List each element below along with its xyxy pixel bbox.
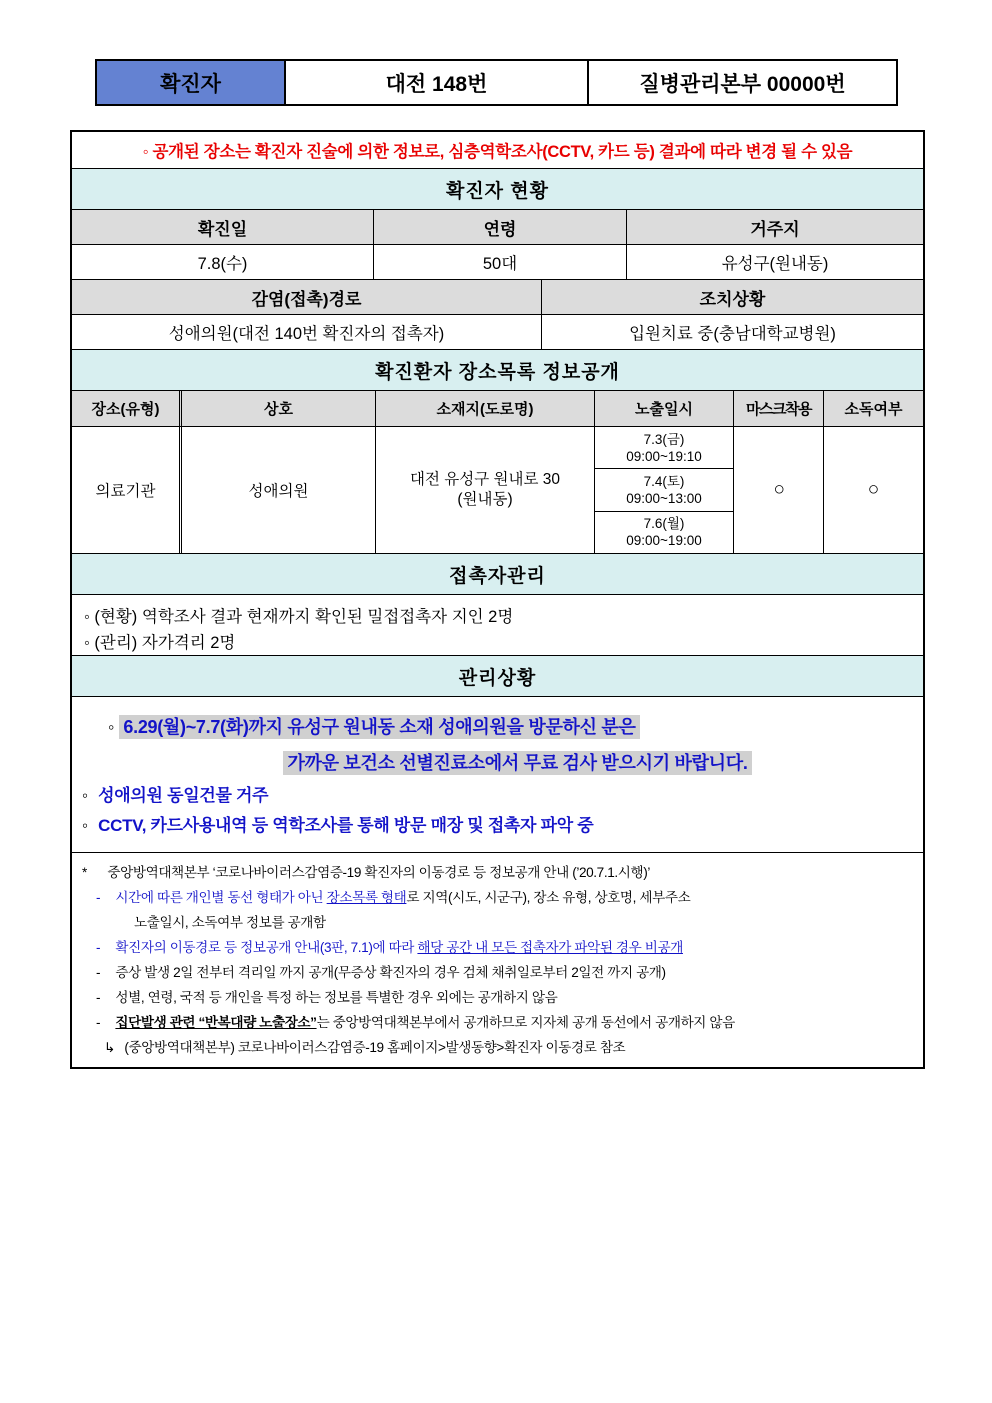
place-name: 성애의원: [182, 427, 376, 553]
footnote-line-3: [82, 935, 913, 960]
contacts-content: [72, 595, 923, 656]
footnote-text-bold-underline: 집단발생 관련 “반복대량 노출장소”: [115, 1015, 317, 1030]
bullet-icon: ◦: [82, 786, 88, 805]
management-bullet-line1: [72, 781, 923, 811]
places-section-title: 확진환자 장소목록 정보공개: [72, 350, 923, 391]
footnote-section: [72, 853, 923, 1067]
dash-icon: -: [96, 965, 101, 980]
footnote-text: 는 중앙방역대책본부에서 공개하므로 지자체 공개 동선에서 공개하지 않음: [316, 1015, 735, 1030]
exposure-time: 09:00~19:00: [626, 533, 702, 549]
dash-icon: -: [96, 890, 101, 905]
bullet-icon: ◦: [82, 816, 88, 835]
exposure-time: 09:00~13:00: [626, 490, 702, 506]
management-content: [72, 697, 923, 853]
footnote-line-2-cont: [82, 910, 913, 935]
route-value-row: [72, 315, 923, 350]
footnote-text-blue: 시간에 따른 개인별 동선 형태가 아닌: [115, 890, 327, 905]
col-disinfected: 소독여부: [844, 401, 903, 418]
status-section-title: 확진자 현황: [72, 169, 923, 210]
place-type: 의료기관: [72, 427, 182, 553]
test-advisory-line2: [72, 745, 923, 781]
val-action-status: 입원치료 중(충남대학교병원): [629, 325, 836, 343]
exposure-item: [595, 512, 733, 553]
disclosure-table: [70, 130, 925, 1069]
dash-icon: -: [96, 990, 101, 1005]
agency-number-cell: 질병관리본부 00000번: [639, 72, 846, 96]
dash-icon: -: [96, 1015, 101, 1030]
footnote-text: 노출일시, 소독여부 정보를 공개함: [134, 915, 326, 930]
exposure-date: 7.4(토): [643, 473, 685, 489]
contacts-management-line: ◦ (관리) 자가격리 2명: [84, 634, 236, 652]
case-type-cell: 확진자: [97, 61, 286, 104]
footnote-line-6: [82, 1010, 913, 1035]
val-confirm-date: 7.8(수): [72, 245, 374, 279]
return-arrow-icon: ↳: [104, 1040, 115, 1055]
footnote-text-blue: 확진자의 이동경로 등 정보공개 안내(3판, 7.1)에 따라: [115, 940, 418, 955]
footnote-line-5: [82, 985, 913, 1010]
management-bullet-text: 성애의원 동일건물 거주: [98, 786, 269, 805]
val-age: 50대: [374, 245, 627, 279]
disinfected-mark: ○: [867, 479, 880, 500]
footnote-text: 성별, 연령, 국적 등 개인을 특정 하는 정보를 특별한 경우 외에는 공개하지 않음: [115, 990, 558, 1005]
exposure-date: 7.6(월): [643, 516, 685, 532]
col-address: 소재지(도로명): [376, 391, 595, 426]
col-place-type: 장소(유형): [72, 391, 182, 426]
col-mask-worn: 마스크착용: [734, 391, 824, 426]
places-header-row: [72, 391, 923, 427]
place-address: [376, 427, 595, 553]
exposure-date: 7.3(금): [643, 431, 685, 447]
footnote-text: 로 지역(시도, 시군구), 장소 유형, 상호명, 세부주소: [406, 890, 691, 905]
exposure-time: 09:00~19:10: [626, 448, 702, 464]
case-number-cell: 대전 148번: [286, 61, 589, 104]
place-address-line1: 대전 유성구 원내로 30: [410, 471, 560, 488]
route-header-row: [72, 280, 923, 315]
place-address-line2: (원내동): [457, 491, 513, 508]
col-age: 연령: [374, 210, 627, 244]
col-infection-route: 감염(접촉)경로: [72, 280, 542, 314]
bullet-icon: ◦: [108, 717, 115, 737]
mask-worn-mark: ○: [734, 427, 824, 553]
test-advisory-line1: [72, 709, 923, 745]
col-place-name: 상호: [182, 391, 376, 426]
col-exposure-datetime: 노출일시: [595, 391, 734, 426]
management-bullet-line2: [72, 811, 923, 841]
status-header-row: [72, 210, 923, 245]
footnote-text: 중앙방역대책본부 ‘코로나바이러스감염증-19 확진자의 이동경로 등 정보공개 안내 (’20.7.1.시행)’: [107, 865, 650, 880]
management-section-title: 관리상황: [72, 656, 923, 697]
case-header-table: [95, 59, 898, 106]
advisory-highlight-text: 6.29(월)~7.7(화)까지 유성구 원내동 소재 성애의원을 방문하신 분은: [119, 715, 639, 739]
contacts-section-title: 접촉자관리: [72, 554, 923, 595]
exposure-item: [595, 469, 733, 511]
footnote-line-2: [82, 885, 913, 910]
place-row: [72, 427, 923, 554]
status-value-row: [72, 245, 923, 280]
footnote-text: 증상 발생 2일 전부터 격리일 까지 공개(무증상 확진자의 경우 검체 채취일로부터 2일전 까지 공개): [115, 965, 666, 980]
footnote-line-4: [82, 960, 913, 985]
notice-text: ◦ 공개된 장소는 확진자 진술에 의한 정보로, 심층역학조사(CCTV, 카드 등) 결과에 따라 변경 될 수 있음: [72, 132, 923, 169]
contacts-status-line: ◦ (현황) 역학조사 결과 현재까지 확인된 밀접접촉자 지인 2명: [84, 608, 514, 626]
exposure-times: [595, 427, 734, 553]
val-residence: 유성구(원내동): [721, 255, 829, 273]
dash-icon: -: [96, 940, 101, 955]
col-residence: 거주지: [750, 219, 800, 239]
management-bullet-text: CCTV, 카드사용내역 등 역학조사를 통해 방문 매장 및 접촉자 파악 중: [98, 816, 594, 835]
val-infection-route: 성애의원(대전 140번 확진자의 접촉자): [72, 315, 542, 349]
col-confirm-date: 확진일: [72, 210, 374, 244]
footnote-line-1: [82, 860, 913, 885]
advisory-highlight-text: 가까운 보건소 선별진료소에서 무료 검사 받으시기 바랍니다.: [283, 751, 751, 775]
col-action-status: 조치상황: [699, 289, 766, 309]
exposure-item: [595, 427, 733, 469]
footnote-text-blue-underline: 해당 공간 내 모든 접촉자가 파악된 경우 비공개: [417, 940, 683, 955]
footnote-text: (중앙방역대책본부) 코로나바이러스감염증-19 홈페이지>발생동향>확진자 이동경로 참조: [124, 1040, 626, 1055]
footnote-text-blue-underline: 장소목록 형태: [326, 890, 407, 905]
asterisk-icon: *: [82, 865, 87, 880]
footnote-line-7: [82, 1035, 913, 1060]
